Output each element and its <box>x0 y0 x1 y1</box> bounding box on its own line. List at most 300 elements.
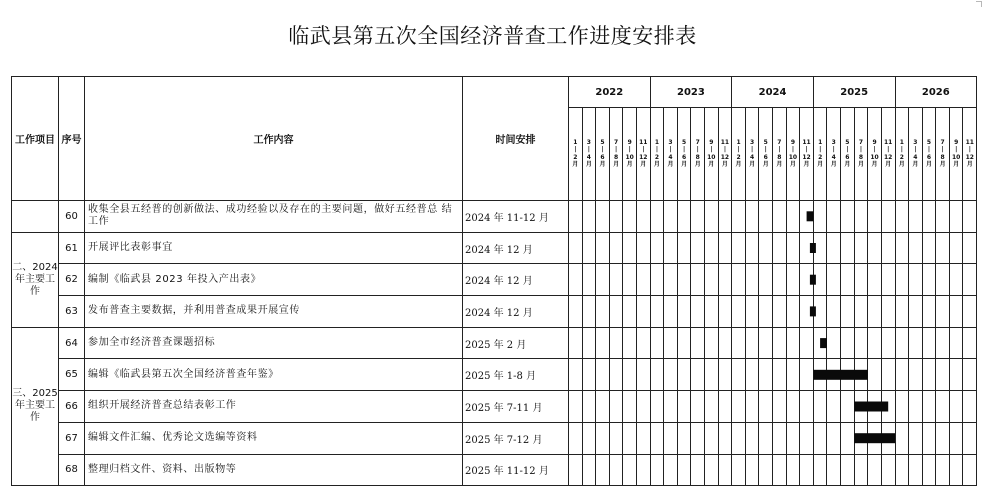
gantt-cell <box>718 422 732 454</box>
gantt-cell <box>922 296 936 328</box>
month-label-part: 月 <box>640 161 647 169</box>
month-label <box>639 139 647 169</box>
month-label-part: 10 <box>788 153 798 161</box>
gantt-cell <box>664 359 678 391</box>
gantt-cell <box>895 454 909 486</box>
gantt-cell <box>609 201 623 233</box>
gantt-cell <box>800 296 814 328</box>
gantt-cell <box>949 201 963 233</box>
month-label-part: 1 <box>736 138 741 146</box>
gantt-cell <box>596 454 610 486</box>
gantt-cell <box>936 201 950 233</box>
month-label-part: 6 <box>763 153 768 161</box>
month-label-part: 7 <box>695 138 700 146</box>
month-label <box>721 139 729 169</box>
month-label-part: 10 <box>625 153 634 161</box>
gantt-cell <box>827 264 841 296</box>
gantt-cell <box>922 264 936 296</box>
row-content: 编制《临武县 2023 年投入产出表》 <box>85 264 463 296</box>
gantt-cell <box>705 327 719 359</box>
gantt-cell <box>936 391 950 423</box>
gantt-cell <box>623 201 637 233</box>
month-label-part: 月 <box>844 161 851 169</box>
gantt-cell <box>623 296 637 328</box>
gantt-cell <box>895 391 909 423</box>
gantt-cell <box>773 391 787 423</box>
month-header <box>609 108 623 201</box>
month-label <box>625 139 633 169</box>
gantt-cell <box>909 232 923 264</box>
month-label-part: 月 <box>857 161 864 169</box>
month-label-part: 月 <box>953 161 960 169</box>
month-header <box>691 108 705 201</box>
month-label-part: | <box>764 146 767 154</box>
table-row <box>12 454 977 486</box>
month-label-part: 月 <box>653 161 660 169</box>
row-seq: 63 <box>59 296 85 328</box>
month-label-part: 5 <box>682 138 687 146</box>
month-label-part: 4 <box>831 153 836 161</box>
gantt-cell <box>691 232 705 264</box>
gantt-cell <box>854 296 868 328</box>
month-header <box>759 108 773 201</box>
gantt-cell <box>569 232 583 264</box>
month-label-part: | <box>683 146 686 154</box>
gantt-cell <box>732 296 746 328</box>
gantt-cell <box>718 232 732 264</box>
gantt-cell <box>949 296 963 328</box>
month-header <box>854 108 868 201</box>
month-label-part: | <box>900 146 903 154</box>
gantt-cell <box>773 422 787 454</box>
gantt-cell <box>582 264 596 296</box>
month-label-part: 月 <box>830 161 837 169</box>
gantt-cell <box>841 201 855 233</box>
month-label-part: 12 <box>965 153 974 161</box>
month-label-part: | <box>778 146 781 154</box>
group-label: 三、2025年主要工作 <box>12 327 59 485</box>
header-time: 时间安排 <box>463 77 569 201</box>
gantt-cell <box>582 232 596 264</box>
row-content: 发布普查主要数据，并利用普查成果开展宣传 <box>85 296 463 328</box>
year-header-2026: 2026 <box>895 77 977 108</box>
gantt-cell <box>786 201 800 233</box>
gantt-cell <box>664 391 678 423</box>
gantt-cell <box>596 422 610 454</box>
month-label <box>613 139 619 169</box>
month-label-part: 月 <box>694 161 701 169</box>
gantt-cell <box>881 454 895 486</box>
month-label-part: 9 <box>954 138 959 146</box>
month-label-part: 1 <box>654 138 659 146</box>
gantt-cell <box>936 422 950 454</box>
month-label-part: | <box>628 146 631 154</box>
month-label <box>763 139 769 169</box>
gantt-cell <box>895 296 909 328</box>
month-label <box>749 139 755 169</box>
gantt-cell <box>773 359 787 391</box>
gantt-cell <box>691 327 705 359</box>
gantt-cell <box>786 327 800 359</box>
gantt-cell <box>609 327 623 359</box>
gantt-cell <box>677 391 691 423</box>
month-label-part: 月 <box>626 161 633 169</box>
row-seq: 64 <box>59 327 85 359</box>
month-label-part: 5 <box>763 138 768 146</box>
gantt-cell <box>677 327 691 359</box>
gantt-cell <box>868 264 882 296</box>
month-header <box>963 108 977 201</box>
gantt-cell <box>773 232 787 264</box>
gantt-cell <box>936 296 950 328</box>
gantt-cell <box>841 296 855 328</box>
month-label-part: 月 <box>572 161 579 169</box>
gantt-cell <box>827 359 841 391</box>
gantt-cell <box>881 232 895 264</box>
gantt-cell <box>705 391 719 423</box>
gantt-cell <box>691 422 705 454</box>
month-label-part: 1 <box>899 138 904 146</box>
month-header <box>582 108 596 201</box>
month-label <box>952 139 960 169</box>
month-label <box>870 139 878 169</box>
gantt-cell <box>773 201 787 233</box>
row-content: 开展评比表彰事宜 <box>85 232 463 264</box>
month-label-part: 5 <box>600 138 605 146</box>
month-label <box>789 139 797 169</box>
month-label-part: 7 <box>613 138 619 146</box>
gantt-cell <box>786 391 800 423</box>
gantt-cell <box>841 422 855 454</box>
gantt-cell <box>718 296 732 328</box>
gantt-cell <box>582 391 596 423</box>
month-label-part: 10 <box>951 153 961 161</box>
month-label-part: 4 <box>913 153 918 161</box>
gantt-cell <box>936 327 950 359</box>
gantt-cell <box>854 454 868 486</box>
month-label-part: | <box>887 146 890 154</box>
month-label <box>776 139 782 169</box>
gantt-cell <box>596 232 610 264</box>
month-label-part: | <box>819 146 822 154</box>
gantt-cell <box>949 391 963 423</box>
month-label-part: 月 <box>585 161 592 169</box>
gantt-cell <box>650 264 664 296</box>
gantt-cell <box>650 454 664 486</box>
gantt-cell <box>786 359 800 391</box>
month-header <box>745 108 759 201</box>
month-label-part: 月 <box>803 161 810 169</box>
page-title: 临武县第五次全国经济普查工作进度安排表 <box>288 24 697 48</box>
gantt-cell <box>569 264 583 296</box>
gantt-cell <box>909 327 923 359</box>
gantt-cell <box>854 391 868 423</box>
gantt-cell <box>664 264 678 296</box>
gantt-cell <box>895 422 909 454</box>
row-time: 2025 年 1-8 月 <box>463 359 569 391</box>
gantt-cell <box>854 232 868 264</box>
month-label-part: 月 <box>762 161 769 169</box>
gantt-cell <box>922 232 936 264</box>
month-label-part: 2 <box>654 153 659 161</box>
gantt-cell <box>786 454 800 486</box>
month-label-part: | <box>873 146 876 154</box>
month-label-part: 8 <box>940 153 945 161</box>
table-row <box>12 422 977 454</box>
gantt-cell <box>705 296 719 328</box>
gantt-cell <box>868 391 882 423</box>
month-label-part: 4 <box>750 153 755 161</box>
month-label-part: 月 <box>898 161 905 169</box>
gantt-cell <box>582 296 596 328</box>
gantt-cell <box>909 422 923 454</box>
month-label-part: 月 <box>789 161 796 169</box>
gantt-cell <box>922 391 936 423</box>
header-content: 工作内容 <box>85 77 463 201</box>
month-label-part: 12 <box>802 153 811 161</box>
year-header-2022: 2022 <box>569 77 651 108</box>
gantt-cell <box>569 327 583 359</box>
month-label-part: | <box>914 146 917 154</box>
row-seq: 61 <box>59 232 85 264</box>
gantt-cell <box>868 454 882 486</box>
gantt-cell <box>813 264 827 296</box>
gantt-cell <box>650 422 664 454</box>
gantt-cell <box>677 232 691 264</box>
gantt-cell <box>854 422 868 454</box>
gantt-cell <box>922 359 936 391</box>
row-content: 参加全市经济普查课题招标 <box>85 327 463 359</box>
month-label-part: | <box>955 146 958 154</box>
gantt-cell <box>854 264 868 296</box>
month-header <box>786 108 800 201</box>
gantt-cell <box>963 454 977 486</box>
row-content: 组织开展经济普查总结表彰工作 <box>85 391 463 423</box>
month-label-part: 6 <box>926 153 932 161</box>
gantt-cell <box>636 359 650 391</box>
month-label <box>926 139 932 169</box>
table-row <box>12 201 977 233</box>
gantt-cell <box>664 201 678 233</box>
gantt-cell <box>650 327 664 359</box>
gantt-cell <box>786 296 800 328</box>
gantt-cell <box>677 296 691 328</box>
month-header <box>650 108 664 201</box>
gantt-cell <box>623 264 637 296</box>
gantt-cell <box>636 422 650 454</box>
gantt-cell <box>677 454 691 486</box>
gantt-cell <box>596 264 610 296</box>
gantt-cell <box>691 264 705 296</box>
gantt-cell <box>800 391 814 423</box>
month-header <box>922 108 936 201</box>
gantt-cell <box>827 327 841 359</box>
month-label-part: 月 <box>721 161 728 169</box>
gantt-cell <box>881 296 895 328</box>
gantt-cell <box>569 422 583 454</box>
month-label-part: | <box>859 146 863 154</box>
gantt-cell <box>596 201 610 233</box>
month-label-part: | <box>927 146 931 154</box>
month-label <box>966 139 974 169</box>
gantt-cell <box>881 327 895 359</box>
month-header <box>732 108 746 201</box>
gantt-cell <box>732 232 746 264</box>
gantt-cell <box>664 454 678 486</box>
gantt-cell <box>895 232 909 264</box>
gantt-cell <box>569 454 583 486</box>
year-header-2024: 2024 <box>732 77 814 108</box>
table-row <box>12 391 977 423</box>
month-label-part: 3 <box>586 138 591 146</box>
gantt-cell <box>922 327 936 359</box>
month-label-part: 9 <box>709 138 714 146</box>
month-label-part: 月 <box>599 161 606 169</box>
gantt-cell <box>868 296 882 328</box>
month-label-part: 10 <box>707 153 716 161</box>
gantt-cell <box>609 296 623 328</box>
month-header <box>909 108 923 201</box>
month-label-part: 月 <box>912 161 919 169</box>
month-label-part: 9 <box>627 138 632 146</box>
gantt-cell <box>705 422 719 454</box>
month-label <box>844 139 850 169</box>
month-header <box>677 108 691 201</box>
gantt-cell <box>868 327 882 359</box>
month-label-part: 5 <box>845 138 850 146</box>
month-header <box>718 108 732 201</box>
gantt-cell <box>800 454 814 486</box>
month-label-part: 月 <box>925 161 932 169</box>
gantt-cell <box>949 422 963 454</box>
gantt-cell <box>582 422 596 454</box>
month-header <box>664 108 678 201</box>
gantt-cell <box>636 296 650 328</box>
gantt-cell <box>800 201 814 233</box>
row-seq: 66 <box>59 391 85 423</box>
gantt-cell <box>786 264 800 296</box>
month-label <box>586 139 592 169</box>
gantt-cell <box>705 454 719 486</box>
gantt-cell <box>813 296 827 328</box>
gantt-cell <box>936 359 950 391</box>
gantt-cell <box>813 454 827 486</box>
month-label-part: 月 <box>681 161 688 169</box>
gantt-cell <box>895 264 909 296</box>
gantt-cell <box>841 391 855 423</box>
gantt-cell <box>596 391 610 423</box>
gantt-cell <box>609 422 623 454</box>
gantt-cell <box>909 264 923 296</box>
gantt-cell <box>827 232 841 264</box>
month-label-part: 11 <box>720 138 730 146</box>
month-header <box>800 108 814 201</box>
gantt-cell <box>963 422 977 454</box>
header-row-years <box>12 77 977 108</box>
month-label-part: 7 <box>940 138 945 146</box>
row-content: 编辑《临武县第五次全国经济普查年鉴》 <box>85 359 463 391</box>
row-time: 2025 年 7-11 月 <box>463 391 569 423</box>
gantt-cell <box>623 422 637 454</box>
gantt-cell <box>827 296 841 328</box>
gantt-cell <box>664 422 678 454</box>
gantt-cell <box>909 359 923 391</box>
gantt-cell <box>759 422 773 454</box>
month-label-part: 11 <box>965 138 974 146</box>
month-label-part: 月 <box>749 161 756 169</box>
gantt-cell <box>759 232 773 264</box>
month-label-part: 7 <box>858 138 864 146</box>
gantt-cell <box>623 232 637 264</box>
month-header <box>841 108 855 201</box>
gantt-cell <box>909 454 923 486</box>
gantt-cell <box>759 201 773 233</box>
gantt-cell <box>596 359 610 391</box>
row-time: 2024 年 12 月 <box>463 264 569 296</box>
year-header-2025: 2025 <box>813 77 895 108</box>
gantt-cell <box>623 454 637 486</box>
gantt-cell <box>841 327 855 359</box>
gantt-cell <box>691 359 705 391</box>
gantt-cell <box>732 391 746 423</box>
table-row <box>12 327 977 359</box>
month-label-part: 2 <box>899 153 904 161</box>
gantt-cell <box>854 201 868 233</box>
gantt-cell <box>936 232 950 264</box>
month-label-part: | <box>968 146 971 154</box>
gantt-cell <box>732 359 746 391</box>
group-label: 二、2024年主要工作 <box>12 232 59 327</box>
gantt-cell <box>691 201 705 233</box>
gantt-cell <box>623 359 637 391</box>
month-label-part: 8 <box>695 153 700 161</box>
month-header <box>705 108 719 201</box>
gantt-cell <box>718 327 732 359</box>
month-label <box>668 139 674 169</box>
gantt-cell <box>691 454 705 486</box>
gantt-cell <box>732 327 746 359</box>
month-header <box>827 108 841 201</box>
gantt-cell <box>569 391 583 423</box>
gantt-cell <box>841 264 855 296</box>
month-label <box>817 139 823 169</box>
gantt-cell <box>650 232 664 264</box>
month-label-part: | <box>696 146 699 154</box>
month-label-part: 8 <box>777 153 782 161</box>
gantt-cell <box>650 359 664 391</box>
table-row <box>12 296 977 328</box>
table-row <box>12 359 977 391</box>
gantt-cell <box>773 454 787 486</box>
month-header <box>881 108 895 201</box>
gantt-cell <box>745 391 759 423</box>
month-label-part: | <box>574 146 577 154</box>
gantt-cell <box>936 454 950 486</box>
month-label-part: 12 <box>639 153 648 161</box>
gantt-cell <box>949 232 963 264</box>
month-label-part: 6 <box>845 153 850 161</box>
gantt-cell <box>569 296 583 328</box>
gantt-cell <box>936 264 950 296</box>
gantt-cell <box>636 391 650 423</box>
gantt-cell <box>623 391 637 423</box>
month-label-part: 11 <box>639 138 648 146</box>
month-label-part: | <box>614 146 618 154</box>
month-label <box>899 139 905 169</box>
gantt-cell <box>609 264 623 296</box>
gantt-cell <box>745 296 759 328</box>
gantt-cell <box>732 201 746 233</box>
